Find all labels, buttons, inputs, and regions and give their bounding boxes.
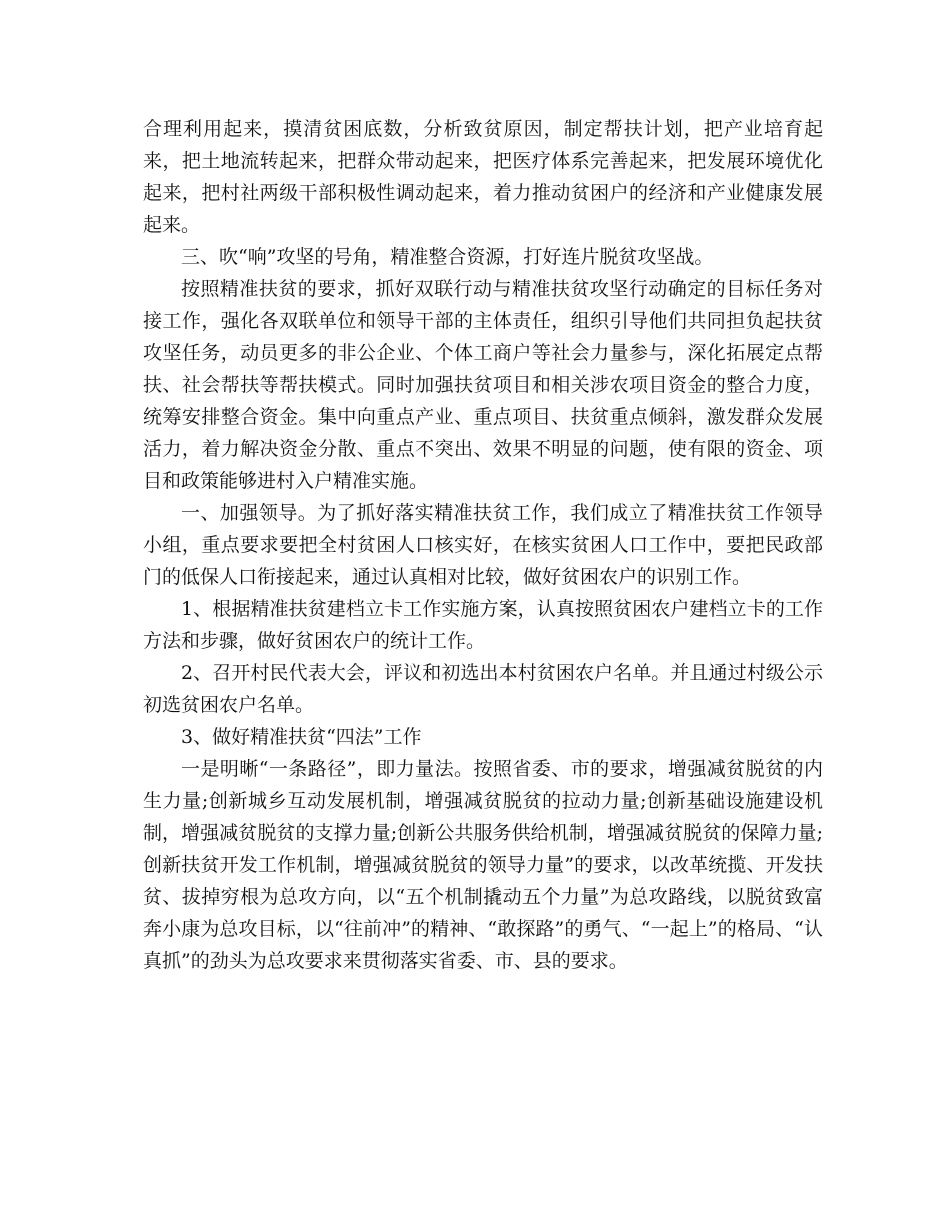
paragraph-path: 一是明晰“一条路径”，即力量法。按照省委、市的要求，增强减贫脱贫的内生力量;创新城乡互动发展机制，增强减贫脱贫的拉动力量;创新基础设施建设机制，增强减贫脱贫的支撑力量;创新公共服务供给机制，增强减贫脱贫的保障力量;创新扶贫开发工作机制，增强减贫脱贫的领导力量”的要求，以改革统揽、开发扶贫、拔掉穷根为总攻方向，以“五个机制撬动五个力量”为总攻路线，以脱贫致富奔小康为总攻目标，以“往前冲”的精神、“敢探路”的勇气、“一起上”的格局、“认真抓”的劲头为总攻要求来贯彻落实省委、市、县的要求。 xyxy=(143,758,823,972)
paragraph-continuation: 合理利用起来，摸清贫困底数，分析致贫原因，制定帮扶计划，把产业培育起来，把土地流转起来，把群众带动起来，把医疗体系完善起来，把发展环境优化起来，把村社两级干部积极性调动起来，着力推动贫困户的经济和产业健康发展起来。 xyxy=(143,118,823,236)
list-item-2: 2、召开村民代表大会，评议和初选出本村贫困农户名单。并且通过村级公示初选贫困农户名单。 xyxy=(143,662,823,716)
paragraph-leadership: 一、加强领导。为了抓好落实精准扶贫工作，我们成立了精准扶贫工作领导小组，重点要求要把全村贫困人口核实好，在核实贫困人口工作中，要把民政部门的低保人口衔接起来，通过认真相对比较，做好贫困农户的识别工作。 xyxy=(143,502,823,588)
paragraph-integration: 按照精准扶贫的要求，抓好双联行动与精准扶贫攻坚行动确定的目标任务对接工作，强化各双联单位和领导干部的主体责任，组织引导他们共同担负起扶贫攻坚任务，动员更多的非公企业、个体工商户等社会力量参与，深化拓展定点帮扶、社会帮扶等帮扶模式。同时加强扶贫项目和相关涉农项目资金的整合力度，统筹安排整合资金。集中向重点产业、重点项目、扶贫重点倾斜，激发群众发展活力，着力解决资金分散、重点不突出、效果不明显的问题，使有限的资金、项目和政策能够进村入户精准实施。 xyxy=(143,278,823,492)
document-body xyxy=(143,113,823,977)
list-item-3: 3、做好精准扶贫“四法”工作 xyxy=(181,726,422,748)
section-heading-three: 三、吹“响”攻坚的号角，精准整合资源，打好连片脱贫攻坚战。 xyxy=(181,246,714,268)
list-item-1: 1、根据精准扶贫建档立卡工作实施方案，认真按照贫困农户建档立卡的工作方法和步骤，做好贫困农户的统计工作。 xyxy=(143,598,823,652)
